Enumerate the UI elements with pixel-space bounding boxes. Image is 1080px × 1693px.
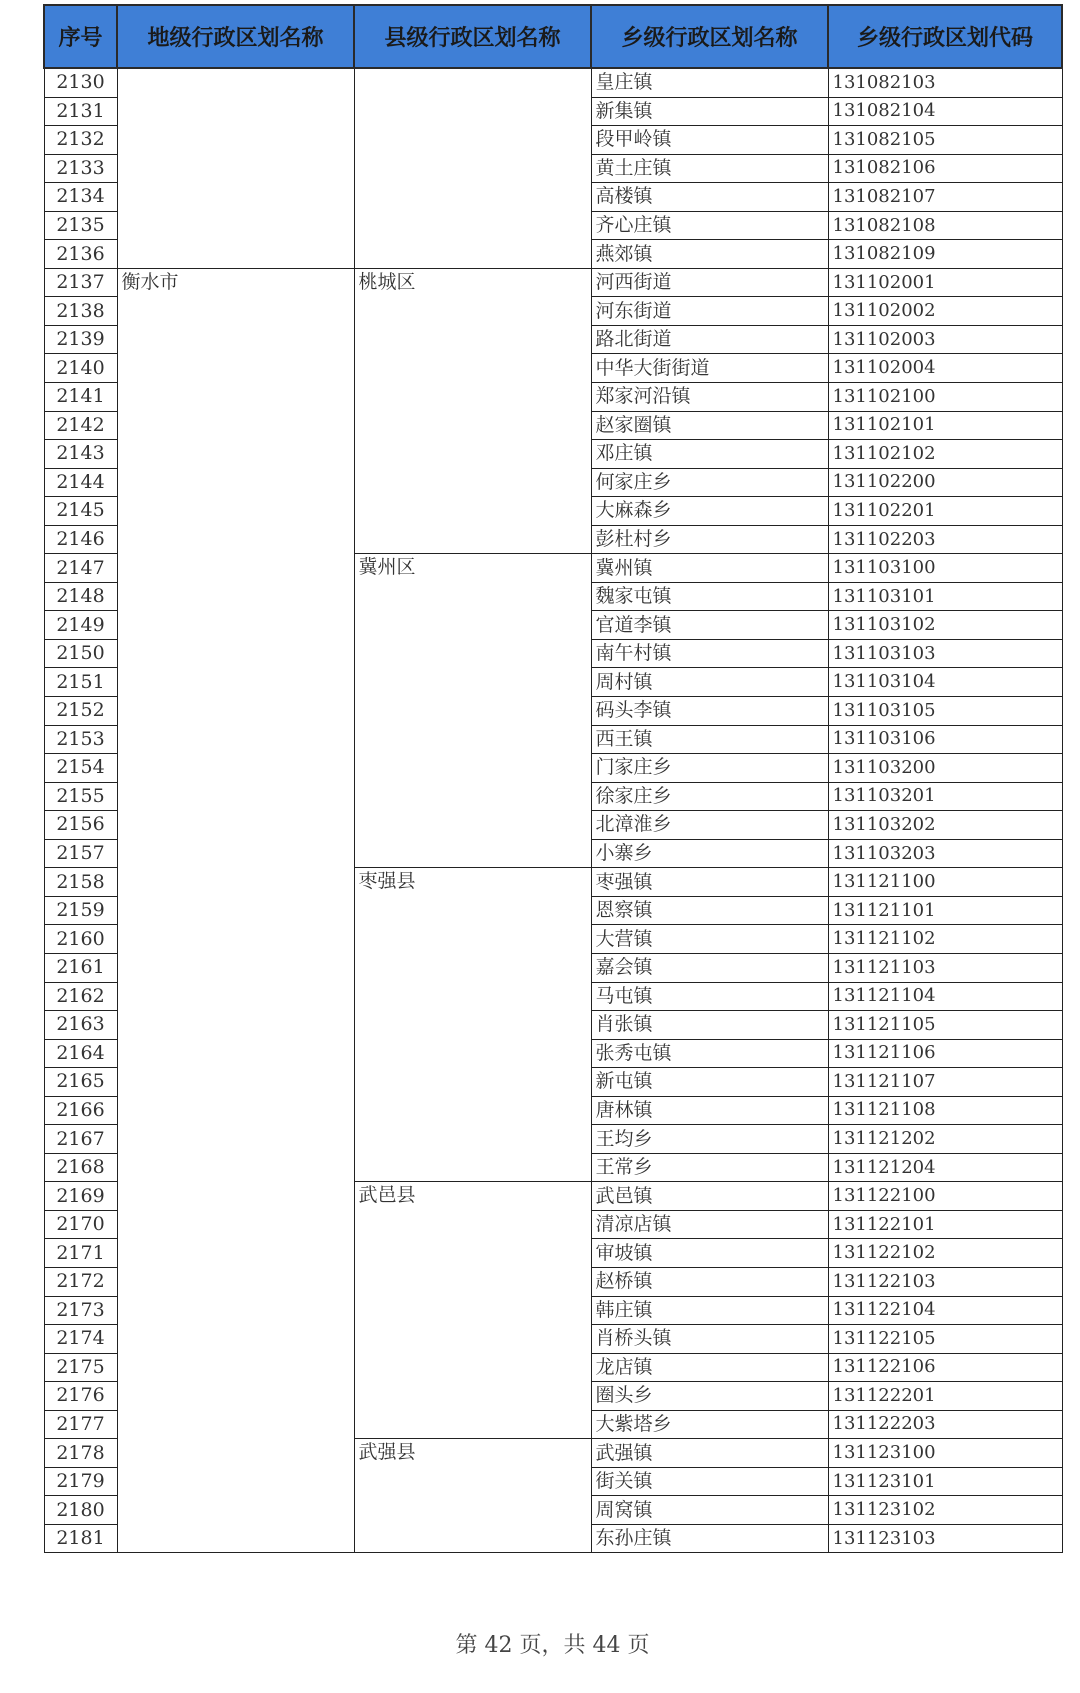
cell-county-name bbox=[354, 68, 591, 268]
cell-township-code: 131103202 bbox=[828, 811, 1062, 840]
cell-township-code: 131082105 bbox=[828, 126, 1062, 155]
cell-township-code: 131103201 bbox=[828, 782, 1062, 811]
cell-seq: 2136 bbox=[44, 240, 117, 269]
cell-township-name: 周窝镇 bbox=[591, 1496, 828, 1525]
header-township-name: 乡级行政区划名称 bbox=[591, 5, 828, 68]
cell-township-name: 官道李镇 bbox=[591, 611, 828, 640]
cell-township-code: 131121100 bbox=[828, 868, 1062, 897]
cell-township-code: 131102001 bbox=[828, 268, 1062, 297]
cell-township-code: 131102100 bbox=[828, 383, 1062, 412]
cell-seq: 2148 bbox=[44, 582, 117, 611]
cell-seq: 2165 bbox=[44, 1068, 117, 1097]
cell-township-name: 冀州镇 bbox=[591, 554, 828, 583]
table-body bbox=[44, 68, 1062, 1553]
cell-township-name: 徐家庄乡 bbox=[591, 782, 828, 811]
cell-seq: 2179 bbox=[44, 1467, 117, 1496]
cell-seq: 2177 bbox=[44, 1410, 117, 1439]
cell-seq: 2143 bbox=[44, 440, 117, 469]
cell-township-code: 131082106 bbox=[828, 154, 1062, 183]
cell-seq: 2167 bbox=[44, 1125, 117, 1154]
cell-seq: 2130 bbox=[44, 68, 117, 97]
cell-township-code: 131103104 bbox=[828, 668, 1062, 697]
cell-seq: 2163 bbox=[44, 1011, 117, 1040]
cell-township-code: 131103101 bbox=[828, 582, 1062, 611]
cell-township-name: 黄土庄镇 bbox=[591, 154, 828, 183]
cell-township-name: 东孙庄镇 bbox=[591, 1524, 828, 1553]
cell-township-name: 审坡镇 bbox=[591, 1239, 828, 1268]
cell-seq: 2172 bbox=[44, 1267, 117, 1296]
cell-township-name: 皇庄镇 bbox=[591, 68, 828, 97]
cell-prefecture-name: 衡水市 bbox=[117, 268, 354, 1553]
cell-township-name: 段甲岭镇 bbox=[591, 126, 828, 155]
cell-township-code: 131123102 bbox=[828, 1496, 1062, 1525]
cell-township-code: 131123103 bbox=[828, 1524, 1062, 1553]
cell-township-code: 131122203 bbox=[828, 1410, 1062, 1439]
cell-seq: 2141 bbox=[44, 383, 117, 412]
cell-township-code: 131121106 bbox=[828, 1039, 1062, 1068]
cell-township-code: 131102201 bbox=[828, 497, 1062, 526]
cell-seq: 2169 bbox=[44, 1182, 117, 1211]
cell-township-name: 唐林镇 bbox=[591, 1096, 828, 1125]
cell-township-code: 131122106 bbox=[828, 1353, 1062, 1382]
cell-township-code: 131121103 bbox=[828, 953, 1062, 982]
cell-township-name: 街关镇 bbox=[591, 1467, 828, 1496]
cell-township-code: 131082104 bbox=[828, 97, 1062, 126]
cell-township-code: 131103105 bbox=[828, 697, 1062, 726]
cell-township-code: 131103106 bbox=[828, 725, 1062, 754]
cell-seq: 2156 bbox=[44, 811, 117, 840]
cell-township-code: 131102004 bbox=[828, 354, 1062, 383]
cell-township-name: 门家庄乡 bbox=[591, 754, 828, 783]
cell-township-name: 赵家圈镇 bbox=[591, 411, 828, 440]
cell-seq: 2181 bbox=[44, 1524, 117, 1553]
table-row bbox=[44, 268, 1062, 297]
cell-township-name: 河东街道 bbox=[591, 297, 828, 326]
cell-seq: 2173 bbox=[44, 1296, 117, 1325]
cell-seq: 2140 bbox=[44, 354, 117, 383]
cell-township-name: 王常乡 bbox=[591, 1153, 828, 1182]
cell-township-name: 龙店镇 bbox=[591, 1353, 828, 1382]
cell-township-name: 郑家河沿镇 bbox=[591, 383, 828, 412]
cell-township-name: 武邑镇 bbox=[591, 1182, 828, 1211]
cell-township-code: 131122201 bbox=[828, 1382, 1062, 1411]
page-footer: 第 42 页，共 44 页 bbox=[455, 1633, 650, 1658]
cell-township-name: 王均乡 bbox=[591, 1125, 828, 1154]
cell-seq: 2176 bbox=[44, 1382, 117, 1411]
cell-seq: 2134 bbox=[44, 183, 117, 212]
cell-seq: 2159 bbox=[44, 896, 117, 925]
cell-township-code: 131121101 bbox=[828, 896, 1062, 925]
cell-township-name: 肖桥头镇 bbox=[591, 1325, 828, 1354]
cell-township-name: 小寨乡 bbox=[591, 839, 828, 868]
cell-township-code: 131122100 bbox=[828, 1182, 1062, 1211]
cell-township-code: 131103100 bbox=[828, 554, 1062, 583]
cell-seq: 2139 bbox=[44, 325, 117, 354]
cell-township-code: 131103203 bbox=[828, 839, 1062, 868]
cell-township-code: 131121102 bbox=[828, 925, 1062, 954]
cell-township-name: 圈头乡 bbox=[591, 1382, 828, 1411]
cell-seq: 2161 bbox=[44, 953, 117, 982]
cell-county-name: 桃城区 bbox=[354, 268, 591, 553]
cell-township-name: 韩庄镇 bbox=[591, 1296, 828, 1325]
cell-township-name: 赵桥镇 bbox=[591, 1267, 828, 1296]
cell-township-code: 131082103 bbox=[828, 68, 1062, 97]
cell-township-name: 大营镇 bbox=[591, 925, 828, 954]
cell-seq: 2166 bbox=[44, 1096, 117, 1125]
cell-township-name: 北漳淮乡 bbox=[591, 811, 828, 840]
cell-county-name: 冀州区 bbox=[354, 554, 591, 868]
cell-seq: 2153 bbox=[44, 725, 117, 754]
cell-county-name: 武强县 bbox=[354, 1439, 591, 1553]
cell-township-name: 齐心庄镇 bbox=[591, 211, 828, 240]
cell-seq: 2155 bbox=[44, 782, 117, 811]
cell-seq: 2133 bbox=[44, 154, 117, 183]
cell-township-name: 张秀屯镇 bbox=[591, 1039, 828, 1068]
cell-seq: 2164 bbox=[44, 1039, 117, 1068]
cell-township-name: 清凉店镇 bbox=[591, 1210, 828, 1239]
cell-seq: 2149 bbox=[44, 611, 117, 640]
cell-seq: 2146 bbox=[44, 525, 117, 554]
cell-township-code: 131123100 bbox=[828, 1439, 1062, 1468]
cell-seq: 2162 bbox=[44, 982, 117, 1011]
cell-township-code: 131121108 bbox=[828, 1096, 1062, 1125]
cell-seq: 2171 bbox=[44, 1239, 117, 1268]
cell-township-name: 新集镇 bbox=[591, 97, 828, 126]
cell-township-name: 恩察镇 bbox=[591, 896, 828, 925]
admin-division-table bbox=[43, 4, 1063, 1553]
cell-township-name: 中华大街街道 bbox=[591, 354, 828, 383]
cell-county-name: 枣强县 bbox=[354, 868, 591, 1182]
cell-township-name: 魏家屯镇 bbox=[591, 582, 828, 611]
cell-township-name: 周村镇 bbox=[591, 668, 828, 697]
cell-township-code: 131082109 bbox=[828, 240, 1062, 269]
cell-township-code: 131122105 bbox=[828, 1325, 1062, 1354]
cell-seq: 2154 bbox=[44, 754, 117, 783]
cell-seq: 2144 bbox=[44, 468, 117, 497]
cell-township-name: 西王镇 bbox=[591, 725, 828, 754]
header-township-code: 乡级行政区划代码 bbox=[828, 5, 1062, 68]
cell-township-code: 131122102 bbox=[828, 1239, 1062, 1268]
cell-township-name: 彭杜村乡 bbox=[591, 525, 828, 554]
cell-township-name: 嘉会镇 bbox=[591, 953, 828, 982]
cell-township-code: 131123101 bbox=[828, 1467, 1062, 1496]
cell-township-name: 南午村镇 bbox=[591, 639, 828, 668]
cell-seq: 2158 bbox=[44, 868, 117, 897]
table-row bbox=[44, 68, 1062, 97]
cell-township-name: 路北街道 bbox=[591, 325, 828, 354]
cell-township-code: 131103200 bbox=[828, 754, 1062, 783]
cell-seq: 2150 bbox=[44, 639, 117, 668]
cell-township-name: 马屯镇 bbox=[591, 982, 828, 1011]
cell-county-name: 武邑县 bbox=[354, 1182, 591, 1439]
cell-township-name: 高楼镇 bbox=[591, 183, 828, 212]
cell-township-code: 131122101 bbox=[828, 1210, 1062, 1239]
cell-township-code: 131102203 bbox=[828, 525, 1062, 554]
cell-prefecture-name bbox=[117, 68, 354, 268]
cell-township-code: 131121107 bbox=[828, 1068, 1062, 1097]
cell-township-code: 131103103 bbox=[828, 639, 1062, 668]
cell-township-code: 131121202 bbox=[828, 1125, 1062, 1154]
cell-seq: 2151 bbox=[44, 668, 117, 697]
cell-seq: 2178 bbox=[44, 1439, 117, 1468]
cell-township-code: 131082107 bbox=[828, 183, 1062, 212]
cell-seq: 2132 bbox=[44, 126, 117, 155]
cell-township-code: 131122103 bbox=[828, 1267, 1062, 1296]
cell-seq: 2138 bbox=[44, 297, 117, 326]
cell-township-name: 码头李镇 bbox=[591, 697, 828, 726]
cell-township-name: 大紫塔乡 bbox=[591, 1410, 828, 1439]
cell-township-name: 邓庄镇 bbox=[591, 440, 828, 469]
cell-township-code: 131122104 bbox=[828, 1296, 1062, 1325]
cell-seq: 2142 bbox=[44, 411, 117, 440]
cell-seq: 2168 bbox=[44, 1153, 117, 1182]
cell-seq: 2147 bbox=[44, 554, 117, 583]
cell-township-name: 新屯镇 bbox=[591, 1068, 828, 1097]
cell-township-name: 大麻森乡 bbox=[591, 497, 828, 526]
cell-seq: 2160 bbox=[44, 925, 117, 954]
cell-township-code: 131103102 bbox=[828, 611, 1062, 640]
cell-seq: 2157 bbox=[44, 839, 117, 868]
cell-township-name: 何家庄乡 bbox=[591, 468, 828, 497]
cell-township-name: 肖张镇 bbox=[591, 1011, 828, 1040]
cell-seq: 2175 bbox=[44, 1353, 117, 1382]
cell-seq: 2174 bbox=[44, 1325, 117, 1354]
cell-township-name: 武强镇 bbox=[591, 1439, 828, 1468]
header-prefecture-name: 地级行政区划名称 bbox=[117, 5, 354, 68]
header-seq: 序号 bbox=[44, 5, 117, 68]
cell-seq: 2170 bbox=[44, 1210, 117, 1239]
cell-township-name: 燕郊镇 bbox=[591, 240, 828, 269]
cell-township-code: 131082108 bbox=[828, 211, 1062, 240]
cell-seq: 2135 bbox=[44, 211, 117, 240]
header-county-name: 县级行政区划名称 bbox=[354, 5, 591, 68]
cell-seq: 2145 bbox=[44, 497, 117, 526]
cell-township-code: 131121204 bbox=[828, 1153, 1062, 1182]
cell-township-code: 131102102 bbox=[828, 440, 1062, 469]
cell-township-code: 131102002 bbox=[828, 297, 1062, 326]
cell-township-code: 131102003 bbox=[828, 325, 1062, 354]
cell-seq: 2180 bbox=[44, 1496, 117, 1525]
cell-seq: 2131 bbox=[44, 97, 117, 126]
cell-township-code: 131121105 bbox=[828, 1011, 1062, 1040]
cell-township-name: 河西街道 bbox=[591, 268, 828, 297]
cell-township-code: 131121104 bbox=[828, 982, 1062, 1011]
cell-seq: 2137 bbox=[44, 268, 117, 297]
cell-township-code: 131102101 bbox=[828, 411, 1062, 440]
cell-township-code: 131102200 bbox=[828, 468, 1062, 497]
cell-township-name: 枣强镇 bbox=[591, 868, 828, 897]
cell-seq: 2152 bbox=[44, 697, 117, 726]
table-header-row bbox=[44, 5, 1062, 68]
